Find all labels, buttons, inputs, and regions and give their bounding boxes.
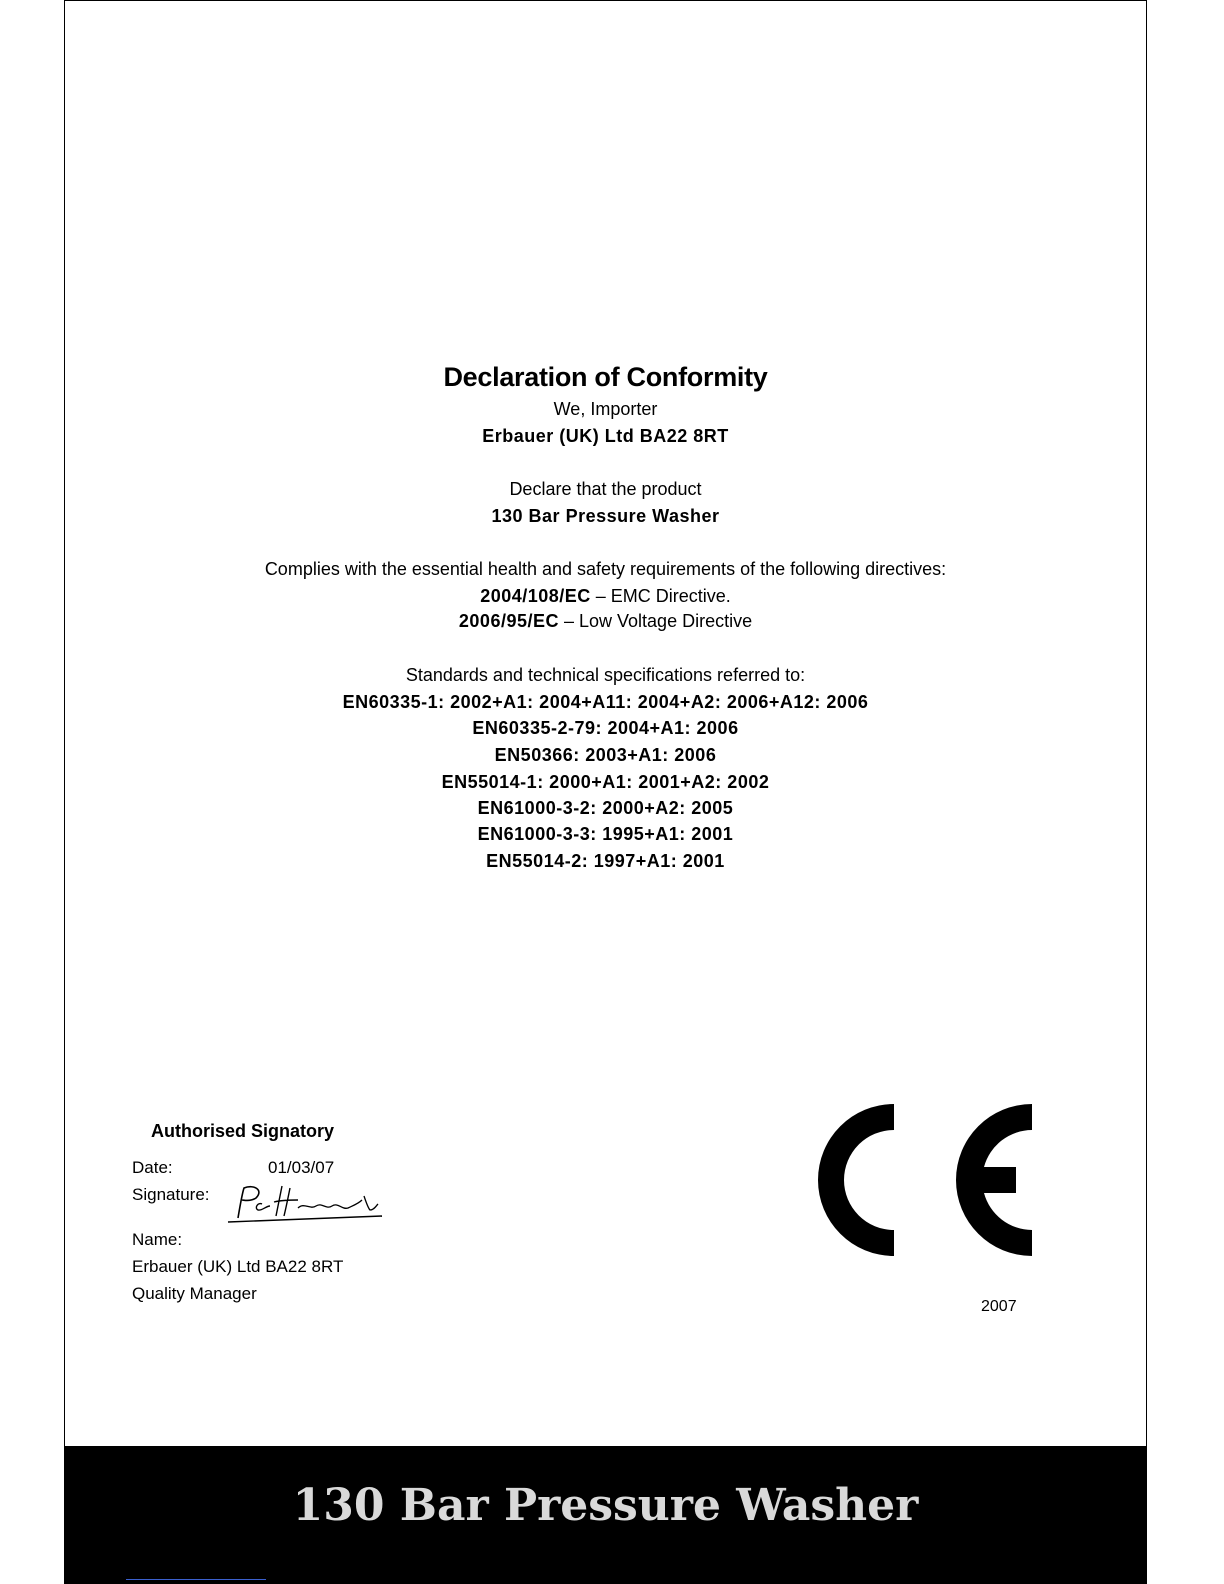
directive-line bbox=[64, 586, 1147, 607]
directive-desc: – Low Voltage Directive bbox=[558, 611, 753, 631]
standard-line: EN60335-1: 2002+A1: 2004+A11: 2004+A2: 2006+A12: 2006 bbox=[342, 692, 869, 712]
footer-bar bbox=[64, 1446, 1147, 1584]
standard-line: EN55014-2: 1997+A1: 2001 bbox=[486, 851, 725, 871]
signatory-heading: Authorised Signatory bbox=[151, 1121, 335, 1141]
standard-line: EN50366: 2003+A1: 2006 bbox=[494, 745, 717, 765]
standard-line: EN60335-2-79: 2004+A1: 2006 bbox=[472, 718, 739, 738]
directive-code: 2006/95/EC bbox=[458, 611, 559, 631]
signature-image bbox=[224, 1180, 384, 1228]
name-label: Name: bbox=[132, 1230, 183, 1249]
directive-desc: – EMC Directive. bbox=[590, 586, 731, 606]
product-name: 130 Bar Pressure Washer bbox=[491, 506, 720, 526]
declare-text: Declare that the product bbox=[509, 479, 702, 499]
directive-line bbox=[64, 611, 1147, 632]
declaration-title: Declaration of Conformity bbox=[443, 362, 768, 392]
ce-mark-icon bbox=[810, 1100, 1040, 1260]
link-underline bbox=[126, 1579, 266, 1580]
date-value: 01/03/07 bbox=[268, 1158, 335, 1177]
role-text: Quality Manager bbox=[132, 1284, 257, 1303]
standards-intro: Standards and technical specifications referred to: bbox=[405, 665, 806, 685]
standard-line: EN55014-1: 2000+A1: 2001+A2: 2002 bbox=[441, 772, 770, 792]
directive-code: 2004/108/EC bbox=[480, 586, 591, 606]
complies-text: Complies with the essential health and safety requirements of the following directives: bbox=[264, 559, 947, 579]
footer-title: 130 Bar Pressure Washer bbox=[292, 1480, 919, 1531]
we-importer-text: We, Importer bbox=[553, 399, 658, 419]
standard-line: EN61000-3-3: 1995+A1: 2001 bbox=[477, 824, 734, 844]
importer-name: Erbauer (UK) Ltd BA22 8RT bbox=[482, 426, 729, 446]
company-name: Erbauer (UK) Ltd BA22 8RT bbox=[132, 1257, 344, 1276]
standard-line: EN61000-3-2: 2000+A2: 2005 bbox=[477, 798, 734, 818]
signature-label: Signature: bbox=[132, 1185, 210, 1204]
ce-year: 2007 bbox=[981, 1298, 1017, 1315]
date-label: Date: bbox=[132, 1158, 173, 1177]
